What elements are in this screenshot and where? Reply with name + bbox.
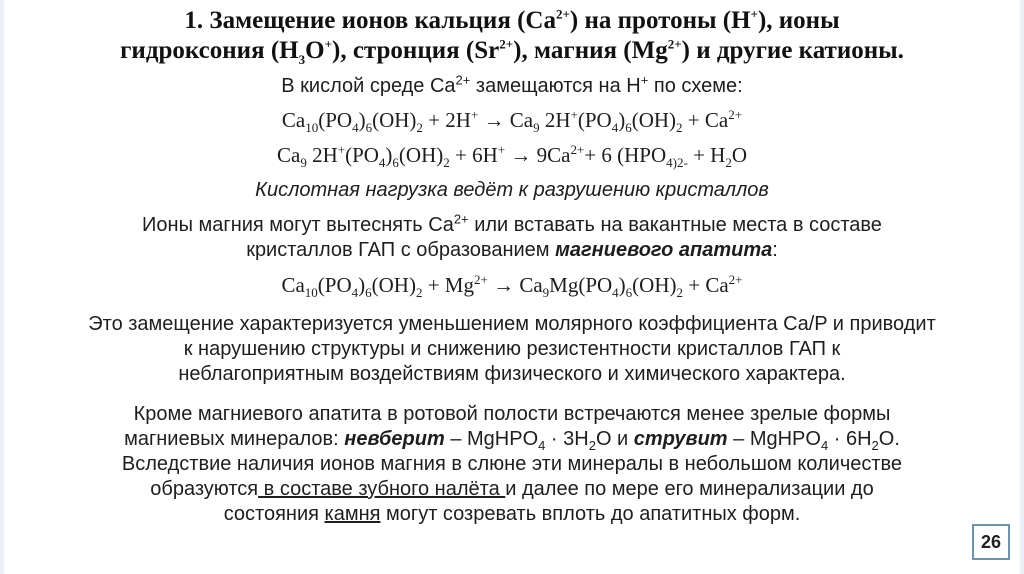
page-number-badge: 26 [972, 524, 1010, 560]
magnesium-line-1: Ионы магния могут вытеснять $Ca^{2+}$ или вставать на вакантные места в составе [142, 211, 882, 236]
equation-2: $Ca_9$ $2H^+(PO_4)_6(OH)_2 + 6H^+ \to 9Ca^{2+}+ 6$ ($HPO_{4)2-} + H_2O$ [276, 142, 747, 171]
effect-line-1: Это замещение характеризуется уменьшением молярного коэффициента Ca/P и приводит [88, 313, 936, 335]
title-line-2: гидроксония $(H_3O^+)$, стронция $(Sr^{2+})$, магния $(Mg^{2+})$ и другие катионы. [120, 36, 904, 67]
acid-load-note: Кислотная нагрузка ведёт к разрушению кристаллов [255, 179, 769, 201]
magnesium-line-2: кристаллов ГАП с образованием магниевого апатита: [246, 239, 778, 261]
slide-title [30, 6, 994, 66]
equation-1: $Ca_{10}(PO_4)_6(OH)_2 + 2H^+ \to Ca_9$ $2H^+(PO_4)_6(OH)_2 + Ca^{2+}$ [281, 107, 743, 136]
minerals-line-1: Кроме магниевого апатита в ротовой полости встречаются менее зрелые формы [133, 403, 891, 425]
minerals-line-3: Вследствие наличия ионов магния в слюне эти минералы в небольшом количестве [121, 453, 903, 475]
acid-intro: В кислой среде $Ca^{2+}$ замещаются на H+ по схеме: [281, 72, 743, 97]
title-line-1: 1. Замещение ионов кальция $(Ca^{2+})$ на протоны (H+), ионы [184, 6, 840, 34]
minerals-line-5: состояния камня могут созревать вплоть до апатитных форм. [223, 503, 801, 525]
minerals-line-4: образуются в составе зубного налёта и далее по мере его минерализации до [150, 478, 874, 500]
minerals-line-2: магниевых минералов: невберит – MgHPO$_4$ · $3H_2O$ и струвит – MgHPO$_4$ · $6H_2O$. [124, 428, 900, 453]
effect-line-3: неблагоприятным воздействиям физического и химического характера. [178, 363, 846, 385]
equation-3: $Ca_{10}(PO_4)_6(OH)_2 + Mg^{2+} \to Ca_9Mg(PO_4)_6(OH)_2 + Ca^{2+}$ [281, 272, 743, 301]
effect-line-2: к нарушению структуры и снижению резистентности кристаллов ГАП к [183, 338, 841, 360]
